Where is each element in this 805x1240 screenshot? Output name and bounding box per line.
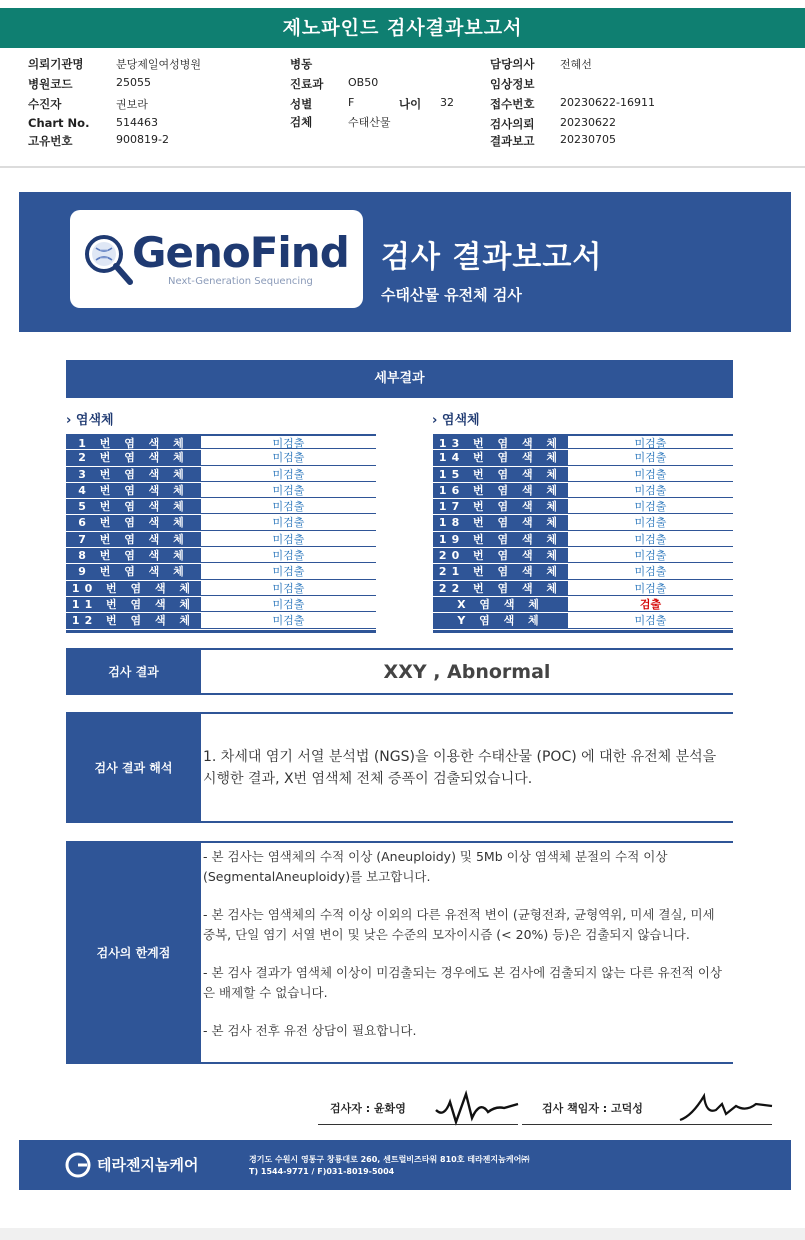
chromosome-row: [433, 434, 733, 450]
chromosome-result: 미검출: [568, 436, 733, 449]
chromosome-row: [433, 564, 733, 580]
chromosome-row: [433, 450, 733, 466]
info-value: 권보라: [116, 98, 148, 111]
signature-line: [522, 1124, 772, 1125]
info-label: 검사의뢰: [490, 117, 535, 131]
chromosome-name: 20 번 염 색 체: [433, 548, 568, 563]
chromosome-row: [66, 499, 376, 515]
chromosome-result: 미검출: [568, 467, 733, 482]
chromosome-result: 미검출: [201, 597, 376, 612]
chromosome-row: [433, 515, 733, 531]
chromosome-result: 미검출: [568, 581, 733, 596]
chromosome-row: [66, 434, 376, 450]
info-value: 20230705: [560, 133, 616, 146]
report-title: 제노파인드 검사결과보고서: [0, 8, 805, 48]
banner-subtitle: 수태산물 유전체 검사: [381, 286, 522, 304]
info-value: 전혜선: [560, 58, 592, 71]
limitation-item: - 본 검사 전후 유전 상담이 필요합니다.: [203, 1023, 417, 1038]
chevron-right-icon: ›: [432, 413, 438, 428]
chromosome-name: 10 번 염 색 체: [66, 581, 201, 596]
info-value: 20230622: [560, 116, 616, 129]
chromosome-row: [66, 581, 376, 597]
chromosome-row: [433, 532, 733, 548]
chromosome-result: 미검출: [201, 564, 376, 579]
chromosome-row: [66, 515, 376, 531]
footer: [19, 1140, 791, 1190]
chromosome-name: 14 번 염 색 체: [433, 450, 568, 465]
limitation-item: - 본 검사는 염색체의 수적 이상 이외의 다른 유전적 변이 (균형전좌, 균형역위, 미세 결실, 미세 중복, 단일 염기 서열 변이 및 낮은 수준의 모자이시즘 (< 20%) 등)은 검출되지 않습니다.: [203, 907, 715, 942]
footer-address-block: [249, 1154, 529, 1178]
divider: [0, 166, 805, 168]
tester-signature-label: 검사자 : 윤화영: [330, 1102, 406, 1115]
chromosome-row: [433, 548, 733, 564]
footer-contact: T) 1544-9771 / F)031-8019-5004: [249, 1167, 395, 1176]
chromosome-result: 미검출: [201, 581, 376, 596]
chromosome-name: 18 번 염 색 체: [433, 515, 568, 530]
left-column-title: › 염색체: [66, 413, 114, 428]
info-label: 병동: [290, 57, 313, 71]
chromosome-result: 검출: [568, 597, 733, 612]
report-banner: [19, 192, 791, 332]
logo-text: GenoFind: [132, 228, 349, 277]
chromosome-name: 9 번 염 색 체: [66, 564, 201, 579]
info-value: 514463: [116, 116, 158, 129]
info-value: 분당제일여성병원: [116, 58, 202, 71]
chromosome-result: 미검출: [201, 467, 376, 482]
footer-address: 경기도 수원시 영통구 창룡대로 260, 센트럴비즈타워 810호 테라젠지놈케어㈜: [249, 1155, 530, 1164]
table-bottom-border: [66, 630, 376, 633]
interpretation-body: [201, 712, 733, 823]
chromosome-name: 3 번 염 색 체: [66, 467, 201, 482]
chromosome-name: 15 번 염 색 체: [433, 467, 568, 482]
chromosome-result: 미검출: [201, 532, 376, 547]
chromosome-table-right: [433, 434, 733, 633]
chromosome-name: 12 번 염 색 체: [66, 613, 201, 628]
info-value: 20230622-16911: [560, 96, 655, 109]
info-label: 검체: [290, 115, 313, 129]
chromosome-result: 미검출: [568, 499, 733, 514]
chromosome-result: 미검출: [201, 499, 376, 514]
info-value: 25055: [116, 76, 151, 89]
chromosome-name: 11 번 염 색 체: [66, 597, 201, 612]
chromosome-result: 미검출: [201, 548, 376, 563]
chromosome-row: [66, 467, 376, 483]
chromosome-result: 미검출: [568, 613, 733, 628]
footer-brand: 테라젠지놈케어: [97, 1156, 199, 1174]
chromosome-row: [433, 597, 733, 613]
chromosome-row: [66, 548, 376, 564]
chromosome-result: 미검출: [568, 532, 733, 547]
info-value: 32: [440, 96, 454, 109]
details-section-title: 세부결과: [66, 360, 733, 398]
info-label: 고유번호: [28, 134, 73, 148]
limitation-item: - 본 검사는 염색체의 수적 이상 (Aneuploidy) 및 5Mb 이상 염색체 분절의 수적 이상 (SegmentalAneuploidy)를 보고합니다.: [203, 849, 668, 884]
genofind-logo: [70, 210, 363, 308]
chromosome-row: [433, 467, 733, 483]
info-label: Chart No.: [28, 116, 90, 130]
interpretation-label: 검사 결과 해석: [66, 712, 201, 823]
signature-line: [318, 1124, 518, 1125]
chromosome-name: 4 번 염 색 체: [66, 483, 201, 498]
chromosome-result: 미검출: [201, 436, 376, 449]
info-label: 나이: [399, 97, 422, 111]
info-label: 결과보고: [490, 134, 535, 148]
chromosome-result: 미검출: [201, 450, 376, 465]
chromosome-name: 19 번 염 색 체: [433, 532, 568, 547]
info-value: F: [348, 96, 355, 109]
logo-subtitle: Next-Generation Sequencing: [168, 276, 313, 287]
result-body: [201, 648, 733, 695]
interpretation-block: [66, 712, 733, 823]
chromosome-result: 미검출: [568, 515, 733, 530]
chromosome-name: 1 번 염 색 체: [66, 436, 201, 449]
chevron-right-icon: ›: [66, 413, 72, 428]
banner-title: 검사 결과보고서: [381, 240, 603, 275]
chromosome-row: [66, 532, 376, 548]
chromosome-name: 2 번 염 색 체: [66, 450, 201, 465]
chromosome-row: [433, 613, 733, 629]
chromosome-row: [66, 450, 376, 466]
chromosome-name: 22 번 염 색 체: [433, 581, 568, 596]
chromosome-result: 미검출: [201, 483, 376, 498]
interpretation-text: 1. 차세대 염기 서열 분석법 (NGS)을 이용한 수태산물 (POC) 에 대한 유전체 분석을 시행한 결과, X번 염색체 전체 증폭이 검출되었습니다.: [203, 749, 717, 787]
right-column-title: › 염색체: [432, 413, 480, 428]
chromosome-result: 미검출: [201, 515, 376, 530]
info-label: 수진자: [28, 97, 62, 111]
chromosome-table-left: [66, 434, 376, 633]
chromosome-row: [433, 483, 733, 499]
chromosome-result: 미검출: [201, 613, 376, 628]
chromosome-result: 미검출: [568, 450, 733, 465]
responsible-signature-label: 검사 책임자 : 고덕성: [542, 1102, 643, 1115]
chromosome-row: [433, 581, 733, 597]
theragen-logo-icon: [65, 1152, 91, 1178]
result-label: 검사 결과: [66, 648, 201, 695]
chromosome-row: [66, 613, 376, 629]
responsible-signature: [676, 1086, 776, 1126]
chromosome-row: [66, 564, 376, 580]
chromosome-row: [66, 483, 376, 499]
chromosome-name: 5 번 염 색 체: [66, 499, 201, 514]
info-label: 의뢰기관명: [28, 57, 84, 71]
info-value: 900819-2: [116, 133, 169, 146]
limitations-block: [66, 841, 733, 1064]
info-value: OB50: [348, 76, 379, 89]
info-value: 수태산물: [348, 116, 391, 129]
chromosome-name: 17 번 염 색 체: [433, 499, 568, 514]
patient-info: [0, 56, 805, 156]
chromosome-name: Y 염 색 체: [433, 613, 568, 628]
chromosome-name: 7 번 염 색 체: [66, 532, 201, 547]
chromosome-name: 21 번 염 색 체: [433, 564, 568, 579]
result-block: [66, 648, 733, 695]
limitation-item: - 본 검사 결과가 염색체 이상이 미검출되는 경우에도 본 검사에 검출되지 않는 다른 유전적 이상은 배제할 수 없습니다.: [203, 965, 722, 1000]
chromosome-name: X 염 색 체: [433, 597, 568, 612]
limitations-body: [201, 841, 733, 1064]
magnifier-dna-icon: [78, 226, 138, 296]
info-label: 담당의사: [490, 57, 535, 71]
info-label: 진료과: [290, 77, 324, 91]
result-value: XXY , Abnormal: [383, 661, 551, 683]
chromosome-result: 미검출: [568, 548, 733, 563]
tester-signature: [432, 1088, 522, 1128]
table-bottom-border: [433, 630, 733, 633]
chromosome-result: 미검출: [568, 564, 733, 579]
info-label: 접수번호: [490, 97, 535, 111]
chromosome-name: 16 번 염 색 체: [433, 483, 568, 498]
info-label: 병원코드: [28, 77, 73, 91]
chromosome-name: 6 번 염 색 체: [66, 515, 201, 530]
chromosome-name: 13 번 염 색 체: [433, 436, 568, 449]
chromosome-row: [433, 499, 733, 515]
chromosome-name: 8 번 염 색 체: [66, 548, 201, 563]
chromosome-row: [66, 597, 376, 613]
info-label: 성별: [290, 97, 313, 111]
limitations-list: [201, 843, 733, 1041]
chromosome-result: 미검출: [568, 483, 733, 498]
limitations-label: 검사의 한계점: [66, 841, 201, 1064]
info-label: 임상정보: [490, 77, 535, 91]
